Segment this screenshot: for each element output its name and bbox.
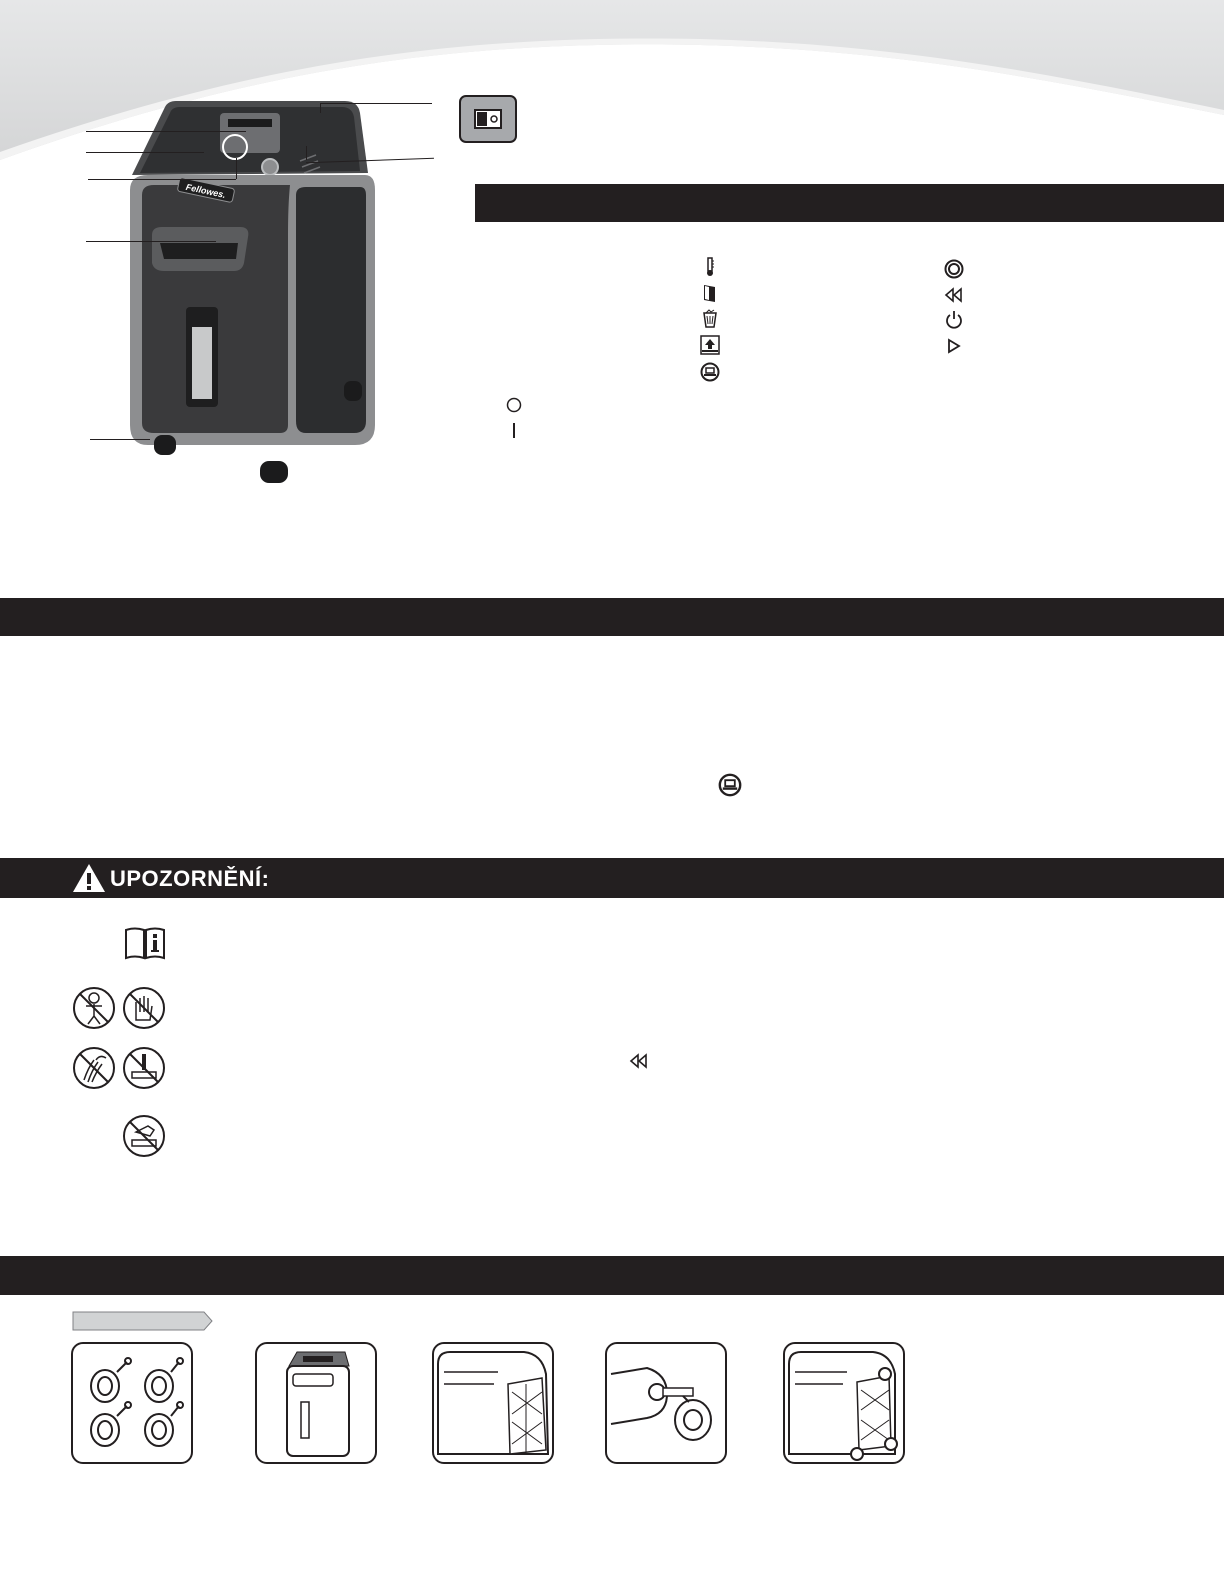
section-band-operation bbox=[0, 598, 1224, 636]
paper-jam-icon bbox=[700, 335, 720, 355]
callout-line-4 bbox=[86, 241, 216, 242]
brand-text: Fellowes. bbox=[184, 181, 227, 201]
no-children-icon bbox=[72, 986, 116, 1030]
steps-tab bbox=[72, 1311, 214, 1331]
section-band-assembly bbox=[0, 1256, 1224, 1295]
reverse-icon bbox=[944, 285, 964, 305]
no-hands-icon bbox=[122, 986, 166, 1030]
bin-full-icon bbox=[700, 309, 720, 329]
assembly-figure-4 bbox=[605, 1342, 727, 1464]
thermometer-icon bbox=[700, 257, 720, 277]
warning-triangle-icon bbox=[72, 862, 106, 894]
read-manual-icon bbox=[124, 926, 166, 960]
shredder-illustration bbox=[120, 95, 380, 490]
caution-heading: UPOZORNĚNÍ: bbox=[110, 866, 270, 891]
safesense-icon-inline bbox=[718, 773, 742, 797]
no-lubricant-icon bbox=[122, 1114, 166, 1158]
no-aerosol-icon bbox=[122, 1046, 166, 1090]
door-open-icon bbox=[700, 283, 720, 303]
callout-line-2 bbox=[86, 152, 204, 153]
section-band-controls bbox=[475, 184, 1224, 222]
callout-line-3-rise bbox=[236, 158, 237, 179]
switch-on-symbol bbox=[513, 423, 515, 438]
assembly-figure-2 bbox=[255, 1342, 377, 1464]
callout-line-3 bbox=[88, 179, 236, 180]
assembly-figure-3 bbox=[432, 1342, 554, 1464]
assembly-figure-1 bbox=[71, 1342, 193, 1464]
callout-tick-7 bbox=[306, 146, 307, 160]
switch-off-symbol bbox=[506, 397, 522, 413]
power-icon bbox=[944, 310, 964, 330]
callout-tick-6 bbox=[320, 103, 321, 113]
callout-line-6 bbox=[320, 103, 432, 104]
safesense-icon bbox=[700, 362, 720, 382]
auto-on-icon bbox=[944, 259, 964, 279]
rocker-switch-icon bbox=[459, 95, 517, 143]
reverse-icon-inline bbox=[628, 1051, 650, 1071]
callout-circle bbox=[220, 132, 250, 162]
assembly-figure-5 bbox=[783, 1342, 905, 1464]
forward-icon bbox=[944, 336, 964, 356]
no-loose-hair-icon bbox=[72, 1046, 116, 1090]
callout-line-5 bbox=[90, 439, 150, 440]
